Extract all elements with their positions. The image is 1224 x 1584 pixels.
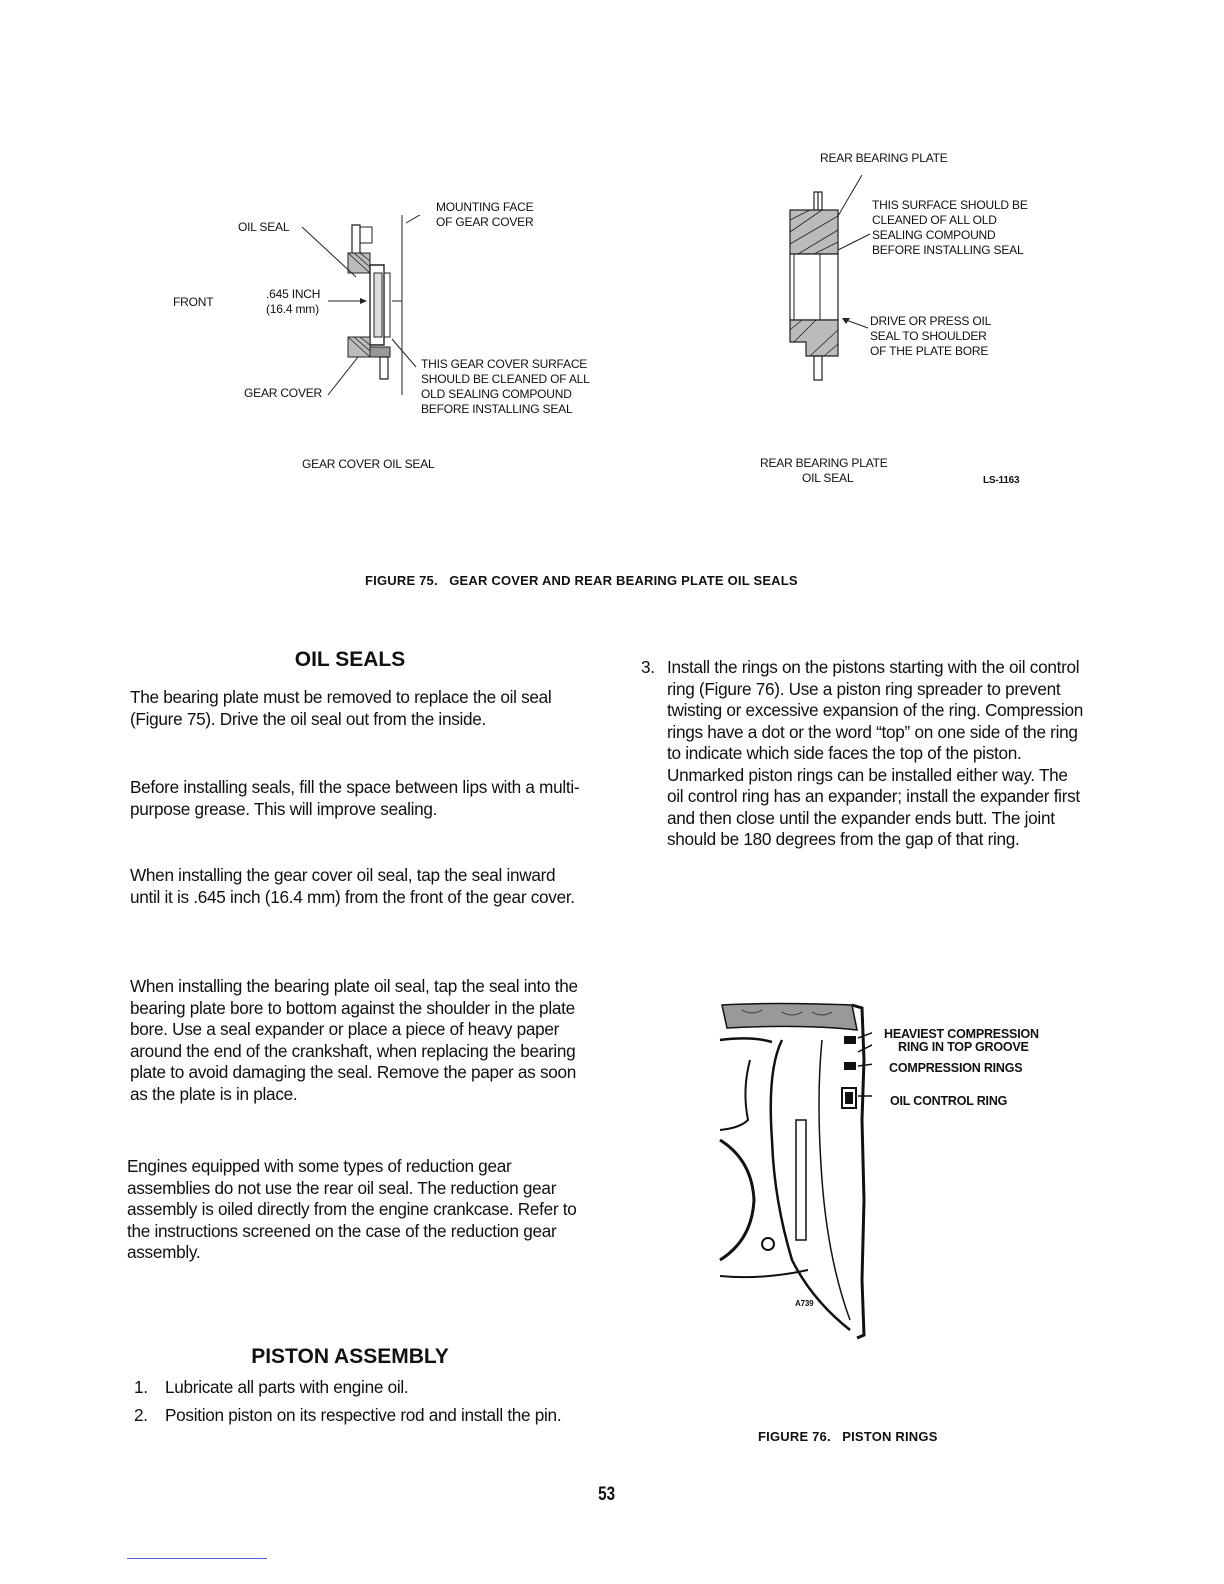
note-line: SEALING COMPOUND [872, 228, 996, 242]
rear-plate-subcaption-line2: OIL SEAL [802, 471, 854, 485]
piston-rings-illustration [712, 1000, 872, 1345]
note-line: DRIVE OR PRESS OIL [870, 314, 992, 328]
footer-rule [127, 1558, 267, 1559]
figure-76-caption: FIGURE 76. PISTON RINGS [758, 1429, 938, 1444]
step-number: 2. [134, 1405, 148, 1425]
mounting-face-label-line1: MOUNTING FACE [436, 200, 534, 214]
piston-assembly-heading: PISTON ASSEMBLY [251, 1345, 449, 1368]
page-number: 53 [598, 1484, 616, 1505]
note-line: THIS GEAR COVER SURFACE [421, 357, 588, 371]
note-line: BEFORE INSTALLING SEAL [421, 402, 573, 416]
note-line: CLEANED OF ALL OLD [872, 213, 997, 227]
step-text: Lubricate all parts with engine oil. [165, 1377, 409, 1397]
gear-cover-surface-note [421, 357, 590, 417]
note-line: THIS SURFACE SHOULD BE [872, 198, 1028, 212]
gear-cover-label: GEAR COVER [244, 386, 323, 400]
heaviest-ring-label-line2: RING IN TOP GROOVE [898, 1040, 1029, 1054]
rear-plate-title: REAR BEARING PLATE [820, 151, 948, 165]
heaviest-ring-label-line1: HEAVIEST COMPRESSION [884, 1027, 1039, 1041]
figure-76-code: A739 [795, 1299, 814, 1308]
note-line: SHOULD BE CLEANED OF ALL [421, 372, 590, 386]
dimension-label-line2: (16.4 mm) [266, 302, 319, 316]
step-text: Position piston on its respective rod and install the pin. [165, 1405, 562, 1425]
figure-75-caption: FIGURE 75. GEAR COVER AND REAR BEARING PLATE OIL SEALS [365, 573, 798, 588]
rear-plate-drive-note [870, 314, 991, 359]
gear-cover-diagram [230, 215, 430, 410]
front-label: FRONT [173, 295, 214, 309]
step-text: Install the rings on the pistons starting with the oil control ring (Figure 76). Use a piston ring spreader to prevent twisting or excessive expansion of the ring. Compression rings have a dot or the word “top” on one side of the ring to indicate which side faces the top of the piston. Unmarked piston rings can be installed either way. The oil control ring has an expander; install the expander first and then close until the expander ends butt. The joint should be 180 degrees from the gap of that ring. [667, 657, 1083, 849]
note-line: OF THE PLATE BORE [870, 344, 989, 358]
oil-seals-paragraph-3: When installing the gear cover oil seal, tap the seal inward until it is .645 inch (16.4 mm) from the front of the gear cover. [130, 865, 575, 907]
step-number: 1. [134, 1377, 148, 1397]
note-line: BEFORE INSTALLING SEAL [872, 243, 1024, 257]
rear-bearing-plate-diagram [780, 170, 880, 385]
oil-seals-heading: OIL SEALS [294, 648, 406, 671]
rear-plate-subcaption-line1: REAR BEARING PLATE [760, 456, 888, 470]
oil-seals-paragraph-4: When installing the bearing plate oil seal, tap the seal into the bearing plate bore to bottom against the shoulder in the plate bore. Use a seal expander or place a piece of heavy paper around the end of the crankshaft, when replacing the bearing plate to avoid damaging the seal. Remove the paper as soon as the plate is in place. [130, 976, 578, 1104]
compression-rings-label: COMPRESSION RINGS [889, 1061, 1023, 1075]
note-line: OLD SEALING COMPOUND [421, 387, 572, 401]
mounting-face-label-line2: OF GEAR COVER [436, 215, 534, 229]
oil-seal-label: OIL SEAL [238, 220, 290, 234]
oil-control-ring-label: OIL CONTROL RING [890, 1094, 1008, 1108]
rear-plate-surface-note [872, 198, 1028, 258]
dimension-label-line1: .645 INCH [266, 287, 321, 301]
figure-code: LS-1163 [983, 475, 1020, 486]
gear-cover-subcaption: GEAR COVER OIL SEAL [302, 457, 435, 471]
note-line: SEAL TO SHOULDER [870, 329, 987, 343]
oil-seals-paragraph-1: The bearing plate must be removed to replace the oil seal (Figure 75). Drive the oil seal out from the inside. [130, 687, 552, 729]
oil-seals-paragraph-5: Engines equipped with some types of reduction gear assemblies do not use the rear oil seal. The reduction gear assembly is oiled directly from the engine crankcase. Refer to the instructions screened on the case of the reduction gear assembly. [127, 1156, 577, 1262]
oil-seals-paragraph-2: Before installing seals, fill the space between lips with a multi-purpose grease. This will improve sealing. [130, 777, 580, 819]
step-number: 3. [641, 657, 655, 677]
